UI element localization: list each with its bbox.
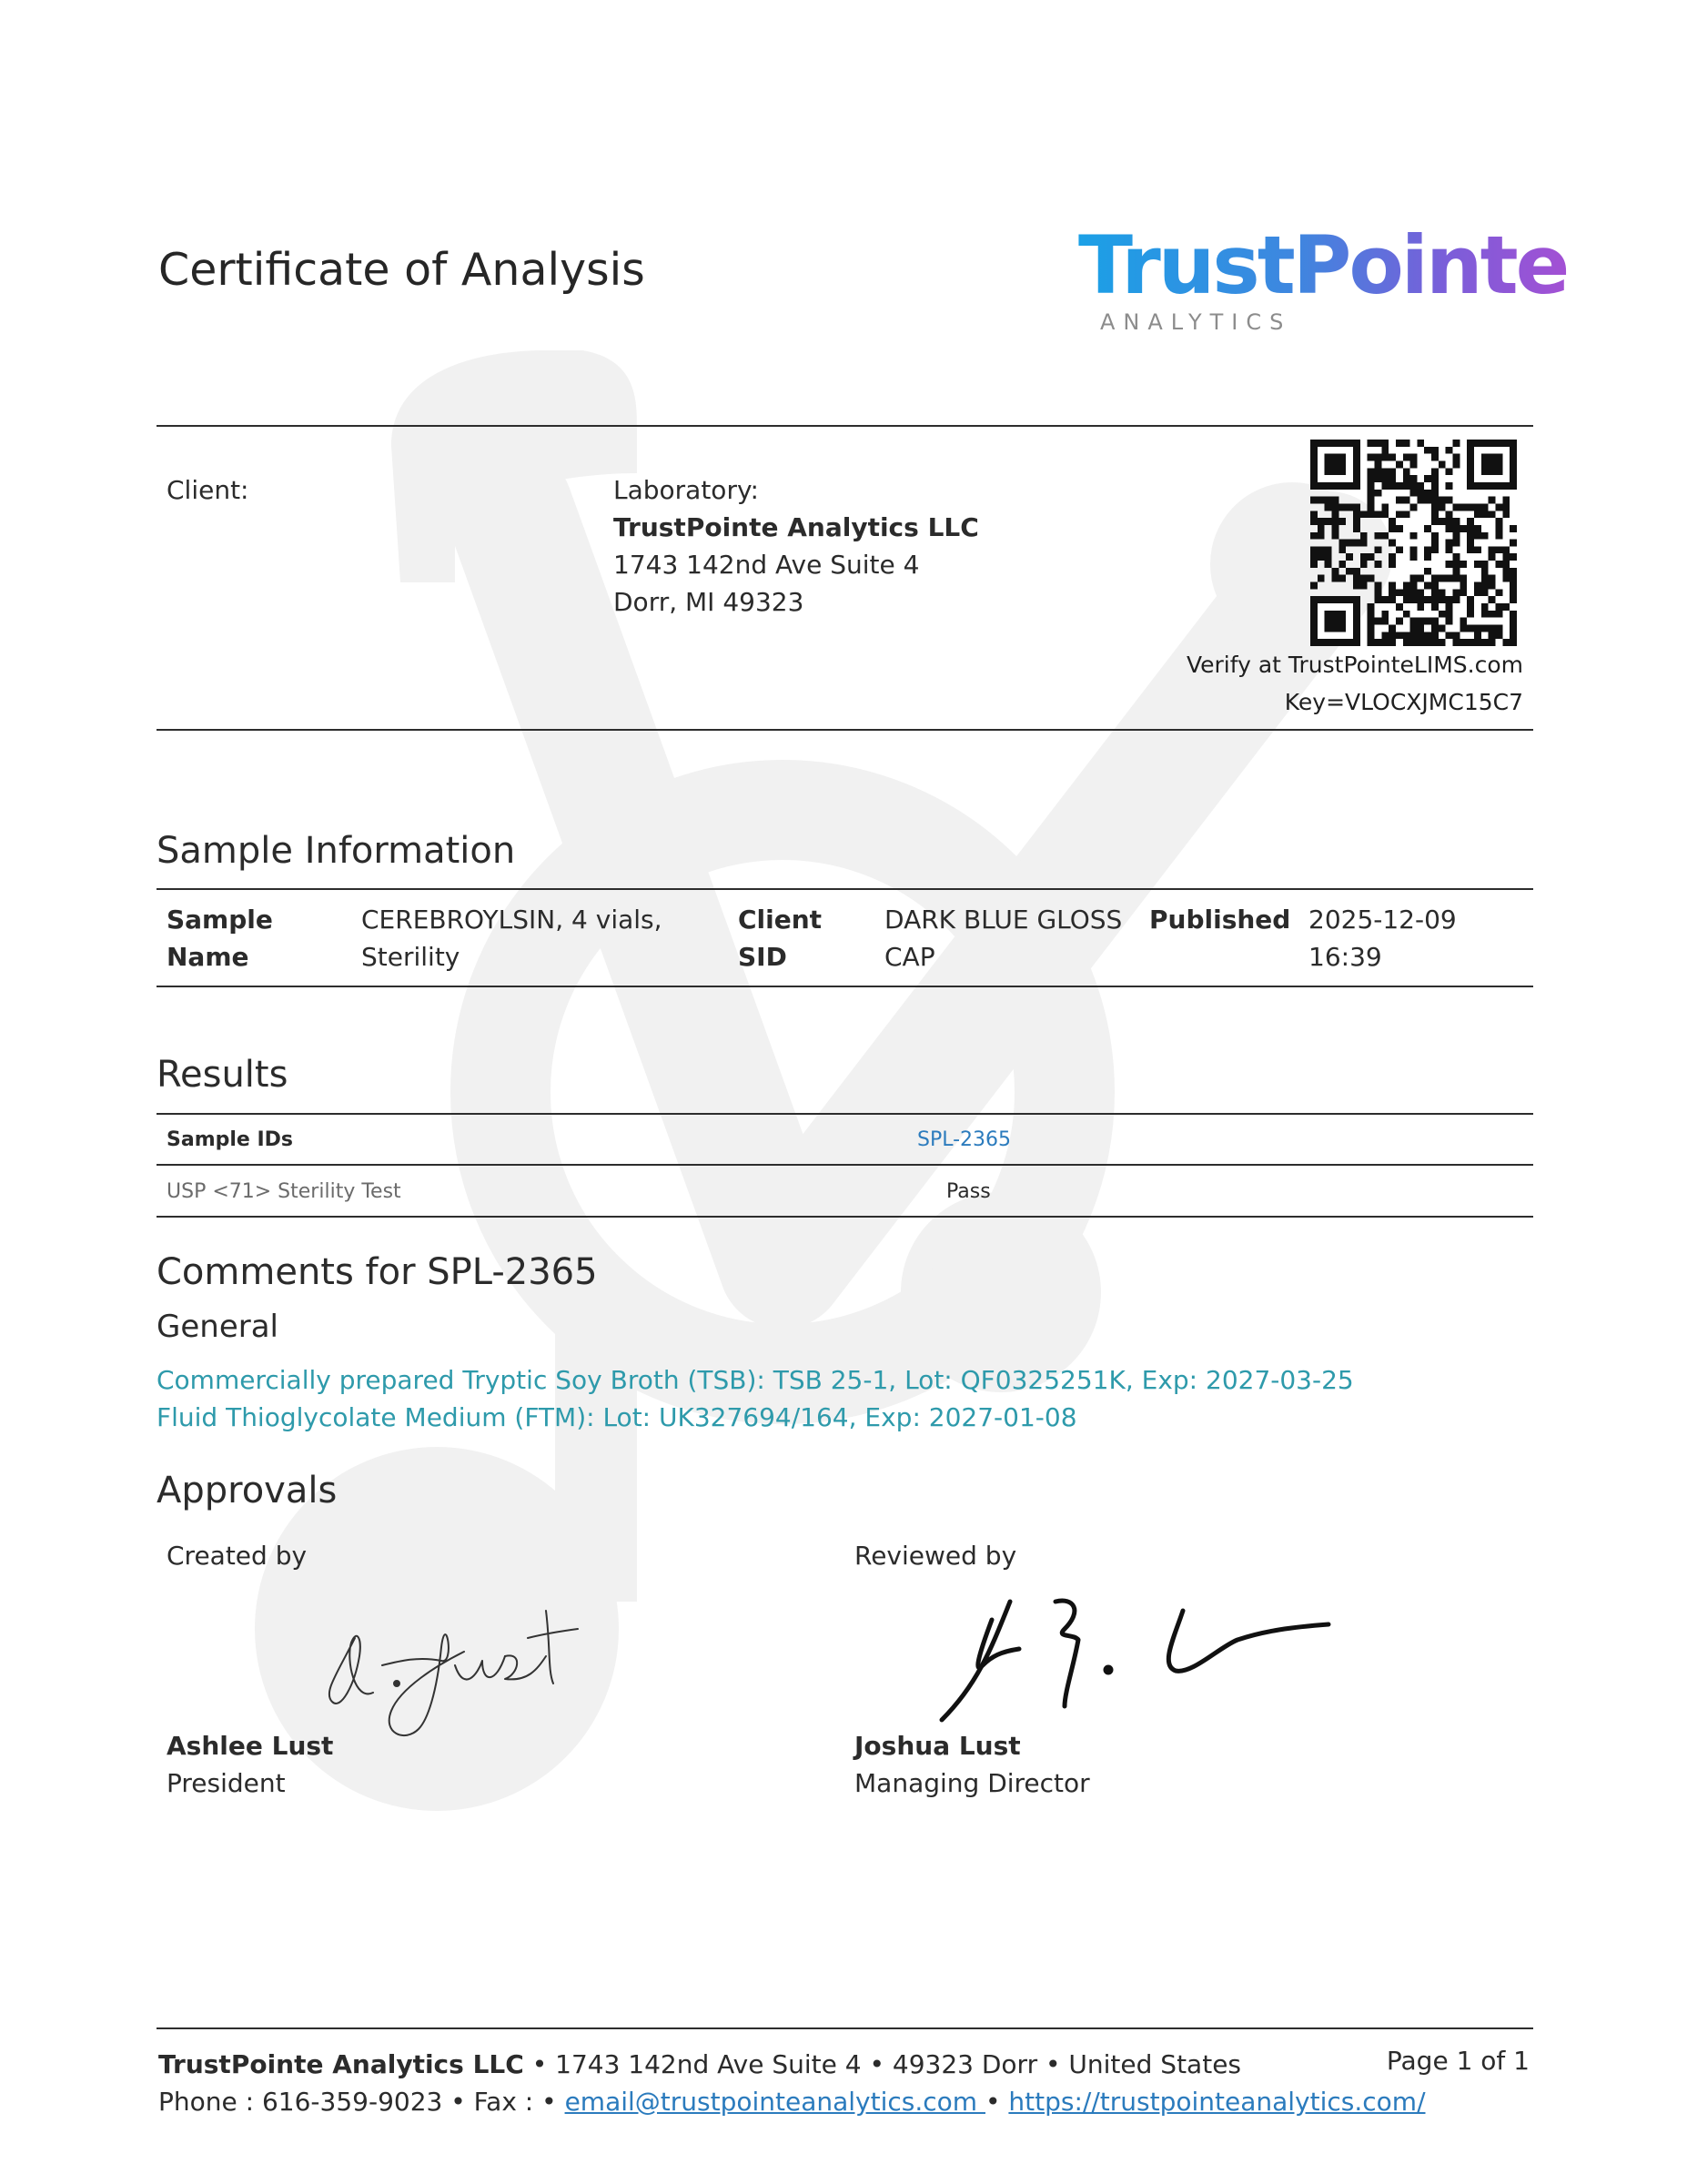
verify-key: Key=VLOCXJMC15C7 [1284, 689, 1523, 715]
trustpointe-logo [1078, 218, 1568, 339]
footer-contact-line [158, 2087, 1426, 2117]
comment-line-tsb: Commercially prepared Tryptic Soy Broth (TSB): TSB 25-1, Lot: QF0325251K, Exp: 2027-03-25 [157, 1365, 1354, 1395]
results-table-top-rule [157, 1113, 1533, 1115]
sample-name-label-line1: Sample [167, 905, 273, 935]
footer-email-link[interactable]: email@trustpointeanalytics.com [564, 2087, 985, 2117]
reviewed-by-name: Joshua Lust [854, 1731, 1021, 1761]
reviewed-by-role: Managing Director [854, 1768, 1090, 1798]
verify-text: Verify at TrustPointeLIMS.com [1186, 652, 1523, 678]
header-top-rule [157, 425, 1533, 427]
results-test-name: USP <71> Sterility Test [167, 1180, 401, 1203]
page-number: Page 1 of 1 [1386, 2046, 1530, 2076]
results-test-value: Pass [946, 1180, 991, 1203]
sample-name-line2: Sterility [361, 942, 460, 972]
created-by-signature [318, 1574, 591, 1738]
header-bottom-rule [157, 729, 1533, 731]
reviewed-by-label: Reviewed by [854, 1541, 1017, 1571]
footer-address: • 1743 142nd Ave Suite 4 • 49323 Dorr • United States [523, 2049, 1242, 2079]
laboratory-name: TrustPointe Analytics LLC [613, 512, 979, 542]
published-label [1149, 901, 1290, 938]
client-sid-line2: CAP [884, 942, 935, 972]
created-by-role: President [167, 1768, 286, 1798]
comment-line-ftm: Fluid Thioglycolate Medium (FTM): Lot: UK327694/164, Exp: 2027-01-08 [157, 1402, 1077, 1432]
page-title: Certificate of Analysis [158, 244, 645, 296]
footer-rule [157, 2027, 1533, 2029]
footer-website-link[interactable]: https://trustpointeanalytics.com/ [1008, 2087, 1426, 2117]
comments-subheading: General [157, 1309, 278, 1345]
sample-ids-header: Sample IDs [167, 1128, 294, 1151]
laboratory-label: Laboratory: [613, 475, 759, 505]
client-sid-label-line1: Client [738, 905, 823, 935]
results-heading: Results [157, 1054, 288, 1096]
sample-name-line1: CEREBROYLSIN, 4 vials, [361, 905, 662, 935]
created-by-name: Ashlee Lust [167, 1731, 334, 1761]
published-time: 16:39 [1308, 942, 1382, 972]
sample-name-label-line2: Name [167, 942, 249, 972]
logo-wordmark: TrustPointe [1078, 218, 1568, 312]
approvals-heading: Approvals [157, 1470, 338, 1512]
client-sid-line1: DARK BLUE GLOSS [884, 905, 1123, 935]
verification-qr-code[interactable] [1310, 440, 1517, 646]
client-label: Client: [167, 475, 249, 505]
published-value [1308, 901, 1457, 976]
logo-subtitle: ANALYTICS [1100, 309, 1292, 335]
results-header-rule [157, 1164, 1533, 1166]
sample-id-link[interactable]: SPL-2365 [917, 1128, 1012, 1151]
laboratory-address-line1: 1743 142nd Ave Suite 4 [613, 550, 920, 580]
sample-table-top-rule [157, 888, 1533, 890]
sample-information-heading: Sample Information [157, 830, 516, 872]
comments-heading: Comments for SPL-2365 [157, 1251, 598, 1293]
footer-address-line [158, 2049, 1241, 2079]
sample-name-value [361, 901, 662, 976]
reviewed-by-signature [928, 1583, 1347, 1729]
client-sid-label [738, 901, 822, 976]
client-sid-value [884, 901, 1122, 976]
sample-table-bottom-rule [157, 986, 1533, 987]
footer-contact-prefix: Phone : 616-359-9023 • Fax : • [158, 2087, 565, 2117]
created-by-label: Created by [167, 1541, 308, 1571]
footer-separator: • [985, 2087, 1009, 2117]
client-sid-label-line2: SID [738, 942, 787, 972]
published-date: 2025-12-09 [1308, 905, 1457, 935]
sample-name-label [167, 901, 273, 976]
published-label-text: Published [1149, 905, 1291, 935]
laboratory-address-line2: Dorr, MI 49323 [613, 587, 804, 617]
footer-company: TrustPointe Analytics LLC [158, 2049, 524, 2079]
results-table-bottom-rule [157, 1216, 1533, 1218]
